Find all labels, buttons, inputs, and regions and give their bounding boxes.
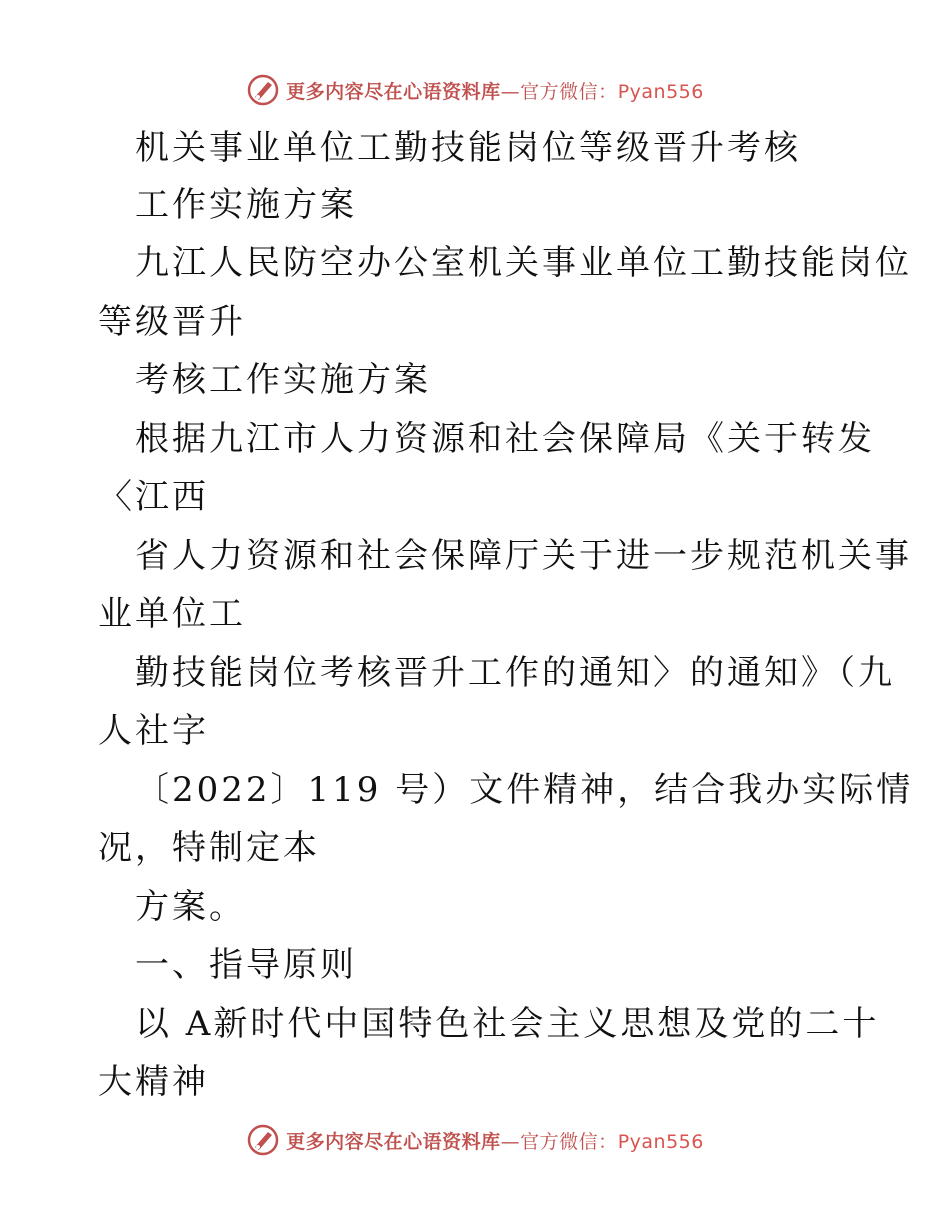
paragraph-line: 九江人民防空办公室机关事业单位工勤技能岗位 [135, 243, 912, 283]
paragraph-line: 以 A新时代中国特色社会主义思想及党的二十 [135, 1004, 880, 1044]
paragraph-line: 等级晋升 [98, 302, 246, 342]
watermark-wechat-label: —官方微信： [500, 1130, 618, 1153]
watermark-wechat-label: —官方微信： [500, 80, 618, 103]
paragraph-line: 方案。 [135, 887, 246, 927]
paragraph-line: 根据九江市人力资源和社会保障局《关于转发 [135, 419, 875, 459]
paragraph-line: 省人力资源和社会保障厅关于进一步规范机关事 [135, 536, 912, 576]
section-heading: 一、指导原则 [135, 945, 357, 985]
document-title-line-2: 工作实施方案 [135, 185, 357, 225]
paragraph-line: 〔2022〕119 号）文件精神，结合我办实际情 [135, 770, 914, 810]
watermark-wechat-id: Pyan556 [617, 1130, 704, 1153]
paragraph-line: 人社字 [98, 711, 209, 751]
paragraph-line: 〈江西 [98, 477, 209, 517]
document-title-line-1: 机关事业单位工勤技能岗位等级晋升考核 [135, 128, 801, 168]
paragraph-line: 况，特制定本 [98, 828, 320, 868]
footer-watermark [0, 1122, 950, 1158]
paragraph-line: 勤技能岗位考核晋升工作的通知〉的通知》（九 [135, 653, 895, 693]
paragraph-line: 业单位工 [98, 594, 246, 634]
watermark-text [286, 1127, 704, 1154]
paragraph-line: 大精神 [98, 1062, 209, 1102]
watermark-site-name: 更多内容尽在心语资料库 [286, 1130, 501, 1153]
paragraph-line: 考核工作实施方案 [135, 360, 431, 400]
watermark-site-name: 更多内容尽在心语资料库 [286, 80, 501, 103]
pen-logo-icon [246, 1123, 280, 1157]
watermark-wechat-id: Pyan556 [617, 80, 704, 103]
